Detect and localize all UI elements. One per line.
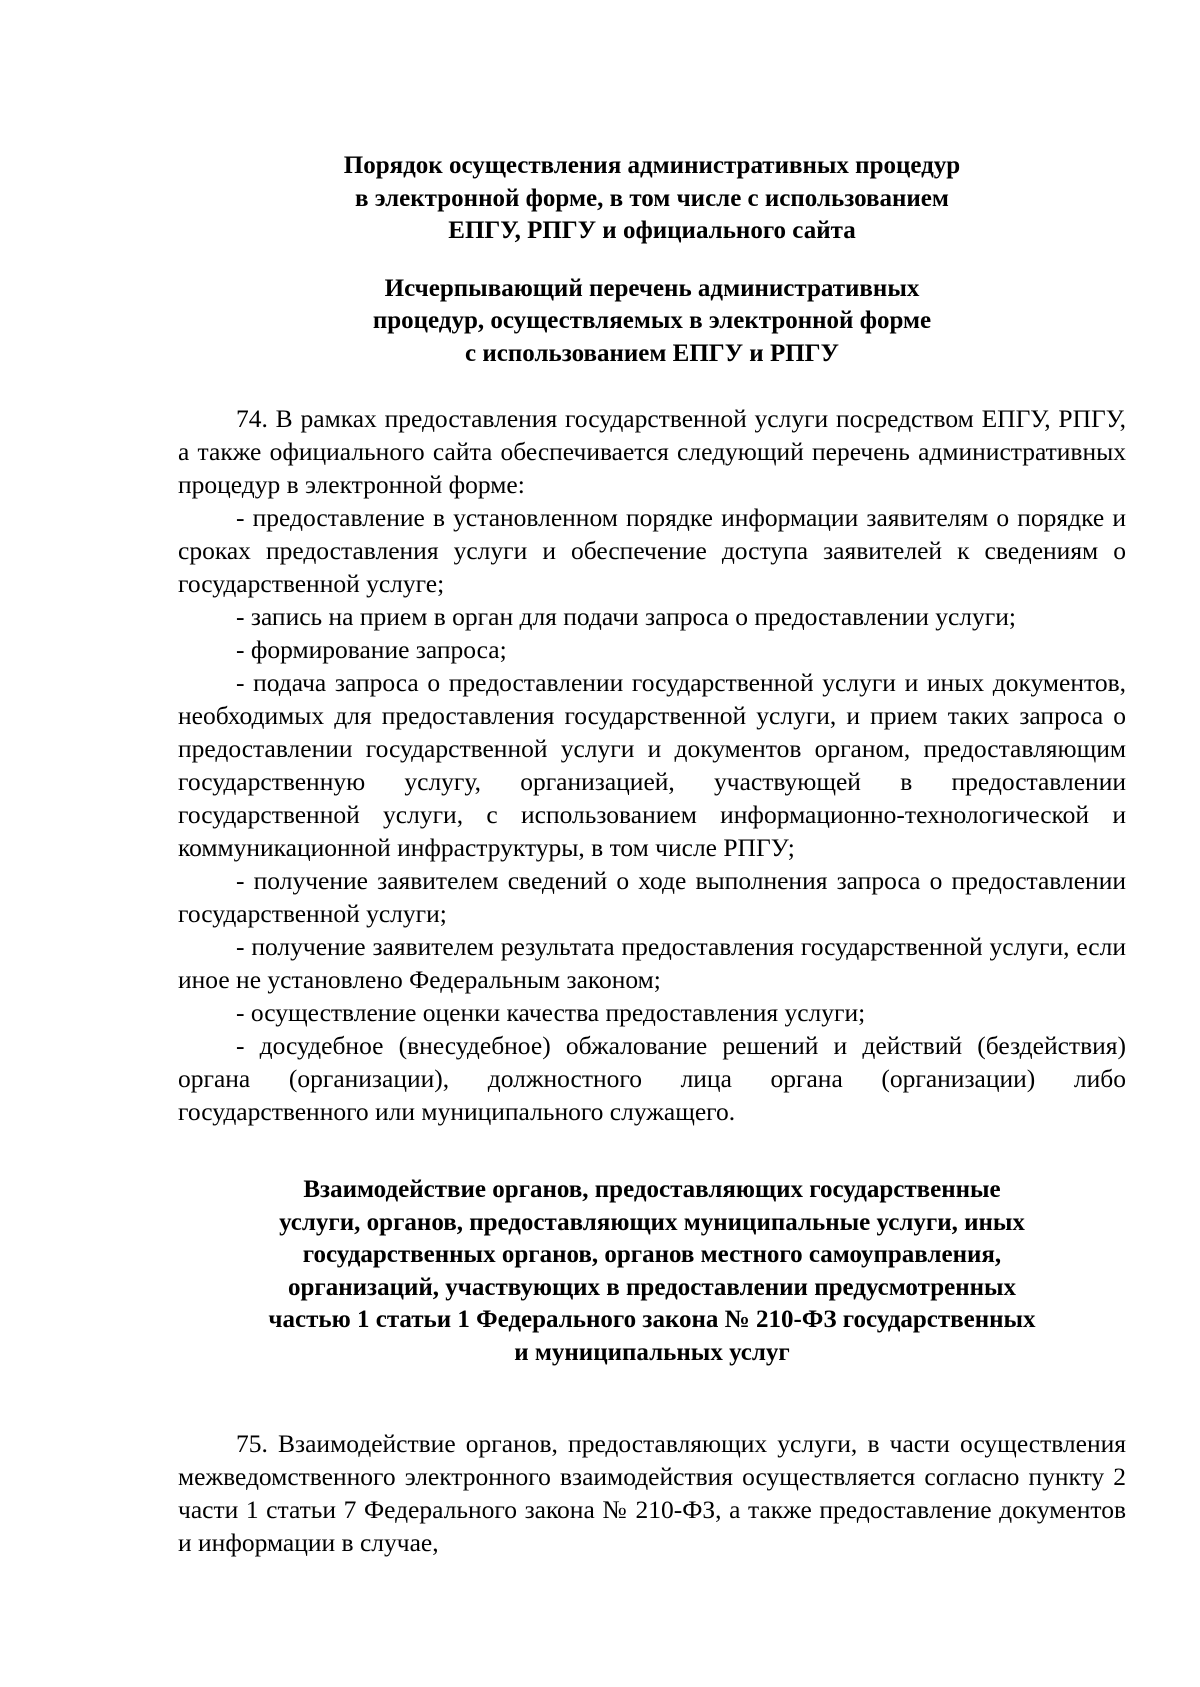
heading-line: частью 1 статьи 1 Федерального закона № 210-ФЗ государственных bbox=[268, 1306, 1036, 1333]
subsection-heading-interaction bbox=[178, 1174, 1126, 1369]
heading-line: государственных органов, органов местного самоуправления, bbox=[302, 1241, 1002, 1268]
paragraph-75 bbox=[178, 1427, 1126, 1559]
list-item: - запись на прием в орган для подачи запроса о предоставлении услуги; bbox=[236, 602, 1016, 631]
heading-line: и муниципальных услуг bbox=[514, 1338, 790, 1366]
heading-line: Исчерпывающий перечень административных bbox=[384, 274, 920, 302]
list-item: - подача запроса о предоставлении государственной услуги и иных документов, необходимых для предоставления государственной услуги, и прием таких запроса о предоставлении государственной услуги и документов органом, предоставляющим государственную услугу, организацией, участвующей в предоставлении государственной услуги, с использованием информационно-технологической и коммуникационной инфраструктуры, в том числе РПГУ; bbox=[178, 668, 1126, 862]
heading-line: в электронной форме, в том числе с использованием bbox=[355, 184, 949, 212]
subsection-heading-procedure-list bbox=[178, 273, 1126, 371]
list-item: - получение заявителем сведений о ходе выполнения запроса о предоставлении государственной услуги; bbox=[178, 866, 1126, 928]
paragraph-75-text: 75. Взаимодействие органов, предоставляющих услуги, в части осуществления межведомственного электронного взаимодействия осуществляется согласно пункту 2 части 1 статьи 7 Федерального закона № 210-ФЗ, а также предоставление документов и информации в случае, bbox=[178, 1429, 1126, 1557]
heading-line: с использованием ЕПГУ и РПГУ bbox=[465, 339, 839, 367]
document-content bbox=[178, 150, 1126, 1559]
section-heading-electronic-procedures bbox=[178, 150, 1126, 248]
paragraph-74 bbox=[178, 402, 1126, 1128]
list-item: - формирование запроса; bbox=[236, 635, 507, 664]
heading-line: ЕПГУ, РПГУ и официального сайта bbox=[448, 217, 856, 244]
heading-line: услуги, органов, предоставляющих муниципальные услуги, иных bbox=[279, 1208, 1025, 1236]
heading-line: организаций, участвующих в предоставлении предусмотренных bbox=[287, 1273, 1017, 1301]
list-item: - осуществление оценки качества предоставления услуги; bbox=[236, 998, 866, 1027]
heading-line: Взаимодействие органов, предоставляющих государственные bbox=[303, 1176, 1001, 1203]
list-item: - досудебное (внесудебное) обжалование решений и действий (бездействия) органа (организации), должностного лица органа (организации) либо государственного или муниципального служащего. bbox=[178, 1031, 1126, 1126]
heading-line: Порядок осуществления административных процедур bbox=[343, 152, 961, 179]
heading-line: процедур, осуществляемых в электронной форме bbox=[372, 307, 932, 334]
paragraph-74-intro: 74. В рамках предоставления государственной услуги посредством ЕПГУ, РПГУ, а также официального сайта обеспечивается следующий перечень административных процедур в электронной форме: bbox=[178, 404, 1126, 499]
list-item: - получение заявителем результата предоставления государственной услуги, если иное не установлено Федеральным законом; bbox=[178, 932, 1126, 994]
list-item: - предоставление в установленном порядке информации заявителям о порядке и сроках предоставления услуги и обеспечение доступа заявителей к сведениям о государственной услуге; bbox=[178, 503, 1126, 598]
